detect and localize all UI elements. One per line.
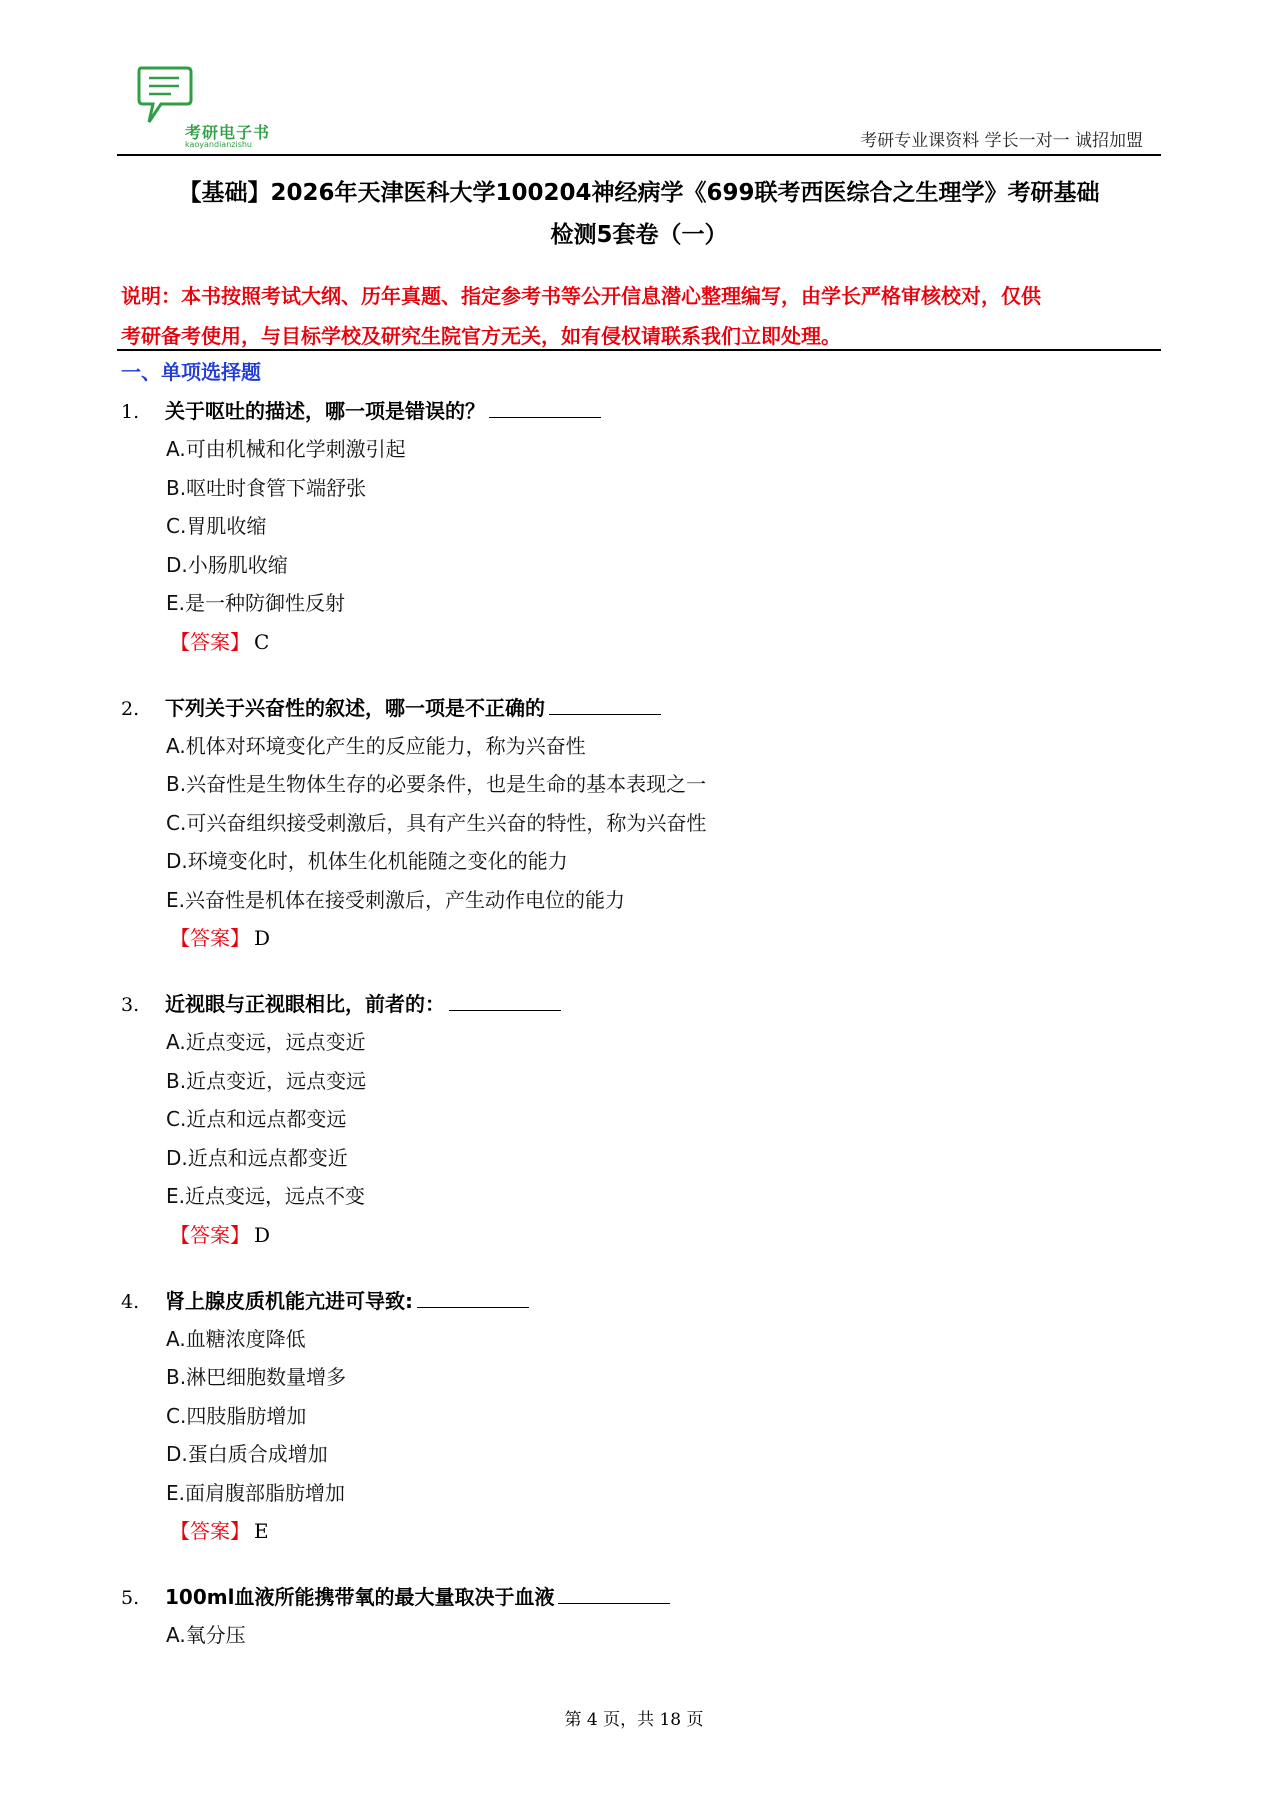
option-item: D.环境变化时，机体生化机能随之变化的能力 (166, 849, 568, 873)
question-item (121, 392, 1161, 661)
notice-line-1: 说明：本书按照考试大纲、历年真题、指定参考书等公开信息潜心整理编写，由学长严格审核校对，仅供 (121, 284, 1041, 308)
question-text: 下列关于兴奋性的叙述，哪一项是不正确的 (165, 695, 545, 720)
option-item: E.是一种防御性反射 (166, 591, 345, 615)
option-item: B.兴奋性是生物体生存的必要条件，也是生命的基本表现之一 (166, 772, 707, 796)
question-text: 100ml血液所能携带氧的最大量取决于血液 (165, 1585, 555, 1609)
answer-line (121, 1512, 1161, 1550)
answer-label: 【答案】 (170, 1222, 250, 1247)
option-item: D.近点和远点都变近 (166, 1145, 348, 1170)
question-stem (121, 985, 1161, 1023)
option-item: A.近点变远，远点变近 (166, 1030, 366, 1054)
answer-line (121, 1216, 1161, 1254)
section-title: 一、单项选择题 (121, 360, 261, 384)
title-line-1: 【基础】2026年天津医科大学100204神经病学《699联考西医综合之生理学》考研基础 (178, 180, 1100, 206)
answer-value: D (254, 926, 271, 950)
page-header (117, 58, 1161, 156)
answer-value: D (254, 1222, 271, 1247)
question-text: 肾上腺皮质机能亢进可导致: (165, 1288, 413, 1313)
question-number: 2. (121, 697, 140, 720)
option-list (121, 430, 1161, 623)
option-item: C.可兴奋组织接受刺激后，具有产生兴奋的特性，称为兴奋性 (166, 810, 707, 835)
question-list (121, 392, 1161, 1683)
option-list (121, 1616, 1161, 1655)
answer-label: 【答案】 (170, 1519, 250, 1543)
header-divider (117, 154, 1161, 156)
option-item: A.氧分压 (166, 1623, 246, 1647)
document-title (117, 172, 1161, 256)
notice-line-2: 考研备考使用，与目标学校及研究生院官方无关，如有侵权请联系我们立即处理。 (121, 324, 841, 348)
option-list (121, 727, 1161, 920)
answer-blank (558, 1581, 670, 1604)
option-item: C.近点和远点都变远 (166, 1107, 347, 1131)
question-item (121, 1578, 1161, 1655)
header-slogan: 考研专业课资料 学长一对一 诚招加盟 (860, 131, 1143, 151)
option-item: C.四肢脂肪增加 (166, 1403, 307, 1428)
logo-subtext: kaoyandianzishu (185, 140, 252, 149)
option-item: B.淋巴细胞数量增多 (166, 1365, 347, 1389)
logo-text: 考研电子书 (185, 123, 271, 142)
answer-label: 【答案】 (170, 629, 250, 654)
question-item (121, 1282, 1161, 1551)
option-item: B.呕吐时食管下端舒张 (166, 475, 367, 500)
question-item (121, 689, 1161, 958)
question-number: 3. (121, 994, 140, 1016)
question-number: 4. (121, 1290, 140, 1313)
logo (135, 64, 275, 156)
option-list (121, 1023, 1161, 1216)
option-item: D.小肠肌收缩 (166, 552, 288, 577)
option-item: C.胃肌收缩 (166, 514, 267, 538)
question-stem (121, 392, 1161, 430)
option-item: A.可由机械和化学刺激引起 (166, 437, 406, 461)
answer-line (121, 919, 1161, 957)
question-stem (121, 1578, 1161, 1616)
option-item: B.近点变近，远点变远 (166, 1068, 367, 1093)
option-item: D.蛋白质合成增加 (166, 1442, 328, 1466)
question-number: 5. (121, 1587, 140, 1609)
disclaimer-notice (121, 276, 1161, 356)
notice-divider (117, 349, 1161, 351)
option-list (121, 1320, 1161, 1513)
answer-blank (489, 395, 601, 418)
question-stem (121, 1282, 1161, 1320)
option-item: E.面肩腹部脂肪增加 (166, 1480, 345, 1505)
question-text: 关于呕吐的描述，哪一项是错误的？ (165, 399, 485, 423)
question-number: 1. (121, 401, 140, 423)
question-stem (121, 689, 1161, 727)
logo-speech-bubble-icon (135, 64, 195, 126)
page-footer: 第 4 页，共 18 页 (564, 1710, 704, 1730)
question-item (121, 985, 1161, 1254)
option-item: E.兴奋性是机体在接受刺激后，产生动作电位的能力 (166, 887, 625, 912)
answer-blank (449, 988, 561, 1011)
option-item: A.血糖浓度降低 (166, 1326, 306, 1351)
answer-blank (417, 1285, 529, 1308)
question-text: 近视眼与正视眼相比，前者的： (165, 992, 445, 1016)
option-item: A.机体对环境变化产生的反应能力，称为兴奋性 (166, 733, 586, 758)
answer-blank (549, 692, 661, 715)
answer-value: C (254, 629, 270, 654)
answer-label: 【答案】 (170, 926, 250, 950)
title-line-2: 检测5套卷（一） (550, 222, 728, 248)
answer-value: E (254, 1519, 269, 1543)
option-item: E.近点变远，远点不变 (166, 1184, 365, 1208)
answer-line (121, 623, 1161, 661)
